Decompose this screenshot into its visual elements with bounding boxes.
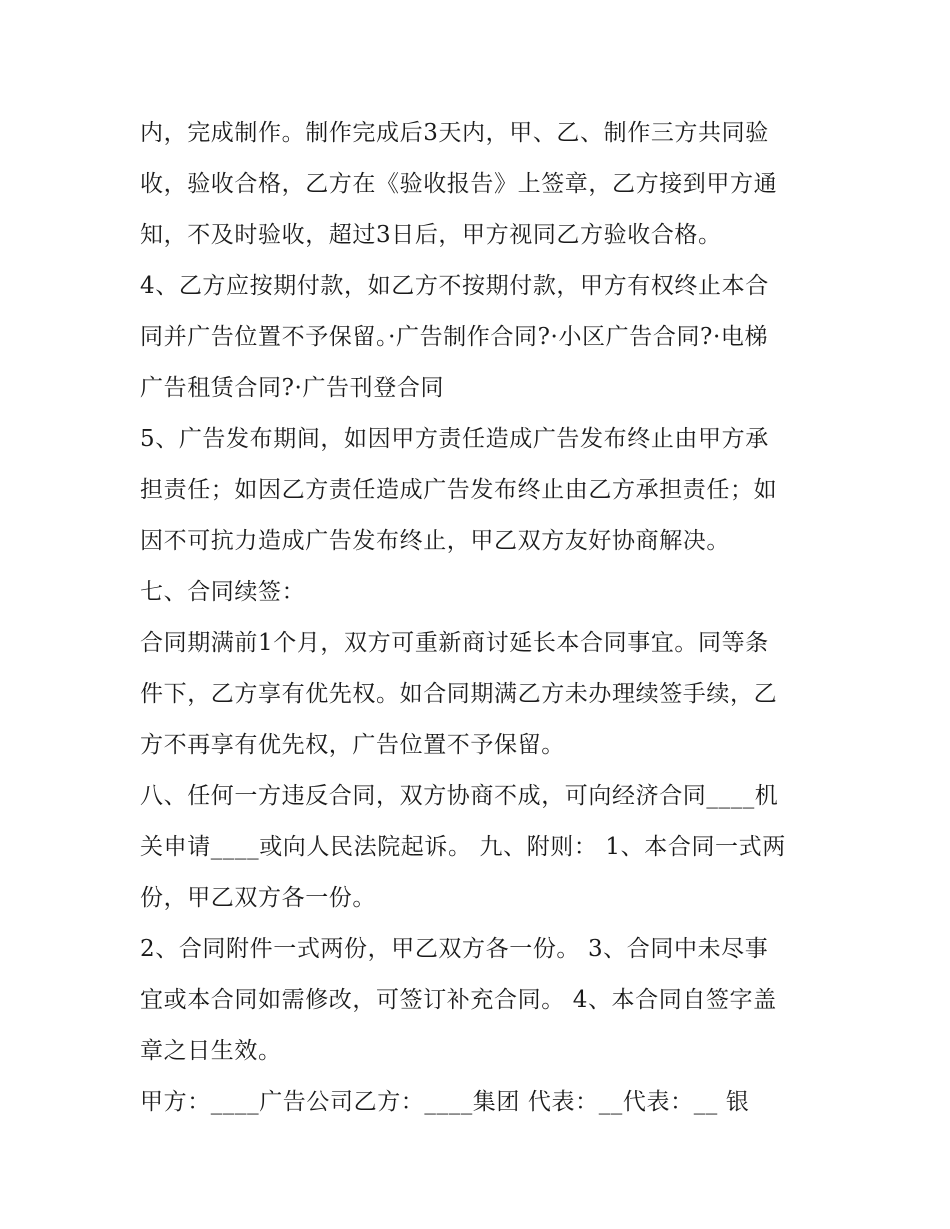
text-line: 章之日生效。 bbox=[140, 1038, 282, 1064]
section-heading-contract-renewal: 七、合同续签： bbox=[140, 579, 306, 605]
signature-line: 甲方：____广告公司乙方：____集团 代表：__代表：__ 银 bbox=[140, 1089, 750, 1115]
contract-body-text bbox=[140, 108, 820, 1128]
text-line: 因不可抗力造成广告发布终止，甲乙双方友好协商解决。 bbox=[140, 528, 730, 554]
text-line: 2、合同附件一式两份，甲乙双方各一份。 3、合同中未尽事 bbox=[140, 936, 769, 962]
text-line: 合同期满前1个月，双方可重新商讨延长本合同事宜。同等条 bbox=[140, 630, 769, 656]
text-line: 同并广告位置不予保留。·广告制作合同?·小区广告合同?·电梯 bbox=[140, 324, 769, 350]
text-line: 内，完成制作。制作完成后3天内，甲、乙、制作三方共同验 bbox=[140, 120, 769, 146]
text-line: 收，验收合格，乙方在《验收报告》上签章，乙方接到甲方通 bbox=[140, 171, 778, 197]
text-line: 关申请____或向人民法院起诉。 九、附则： 1、本合同一式两 bbox=[140, 834, 786, 860]
text-line: 件下，乙方享有优先权。如合同期满乙方未办理续签手续，乙 bbox=[140, 681, 778, 707]
text-line: 方不再享有优先权，广告位置不予保留。 bbox=[140, 732, 565, 758]
text-line: 宜或本合同如需修改，可签订补充合同。 4、本合同自签字盖 bbox=[140, 987, 777, 1013]
text-line: 担责任；如因乙方责任造成广告发布终止由乙方承担责任；如 bbox=[140, 477, 778, 503]
text-line: 知，不及时验收，超过3日后，甲方视同乙方验收合格。 bbox=[140, 222, 722, 248]
text-line: 广告租赁合同?·广告刊登合同 bbox=[140, 375, 445, 401]
text-line: 份，甲乙双方各一份。 bbox=[140, 885, 376, 911]
text-line: 4、乙方应按期付款，如乙方不按期付款，甲方有权终止本合 bbox=[140, 273, 769, 299]
text-line: 5、广告发布期间，如因甲方责任造成广告发布终止由甲方承 bbox=[140, 426, 769, 452]
text-line: 八、任何一方违反合同，双方协商不成，可向经济合同____机 bbox=[140, 783, 779, 809]
